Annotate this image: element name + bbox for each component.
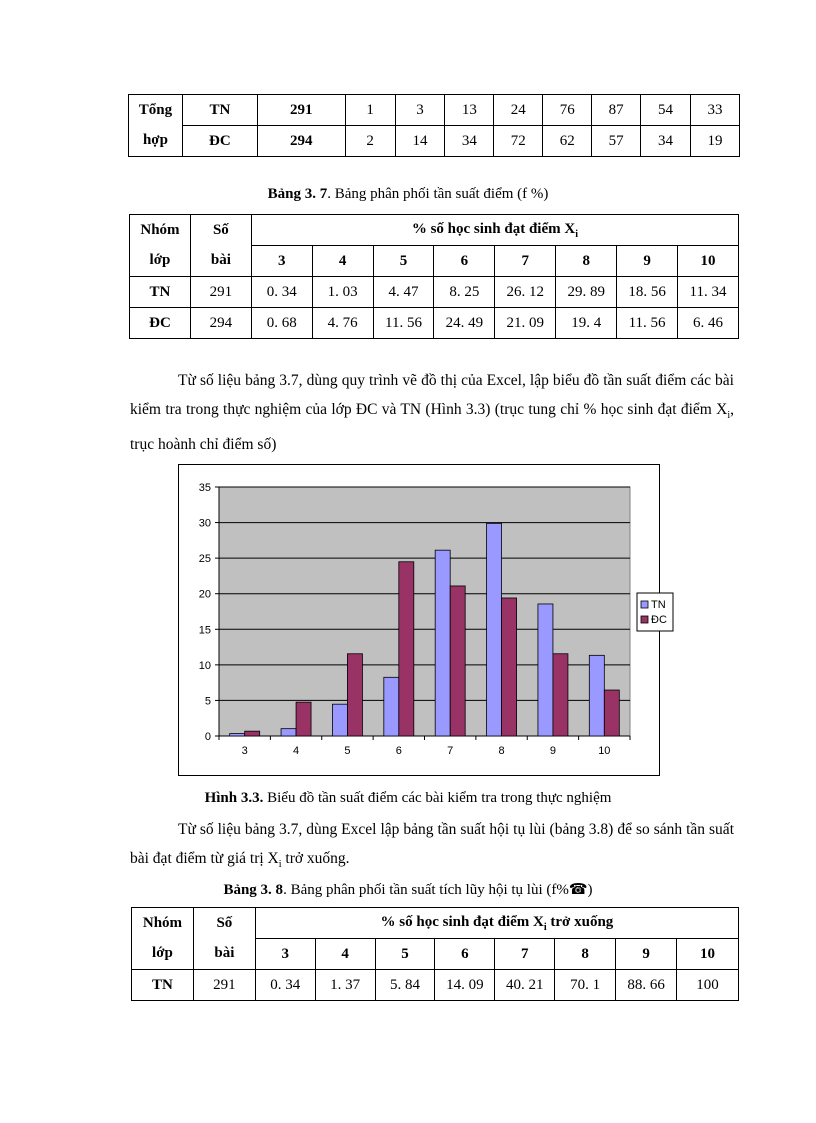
header-main: % số học sinh đạt điểm $X_i$ bbox=[251, 215, 738, 246]
table-row bbox=[129, 126, 740, 157]
score-header: 4 bbox=[315, 939, 375, 970]
x-tick-label: 5 bbox=[344, 745, 351, 757]
x-tick-label: 4 bbox=[293, 745, 300, 757]
x-tick-label: 3 bbox=[241, 745, 248, 757]
table-row bbox=[130, 277, 739, 308]
x-tick-label: 7 bbox=[447, 745, 454, 757]
header-group: Nhóm bbox=[130, 215, 191, 246]
score-header: 9 bbox=[616, 939, 677, 970]
score-header: 10 bbox=[678, 246, 739, 277]
score-header: 5 bbox=[375, 939, 435, 970]
value-cell: 54 bbox=[641, 95, 691, 126]
paragraph-2: Từ số liệu bảng 3.7, dùng Excel lập bảng tần suất hội tụ lùi (bảng 3.8) để so sánh tần suất bài đạt điểm từ giá trị $X_i$ trở xuống. bbox=[130, 821, 734, 871]
class-cell: TN bbox=[182, 95, 257, 126]
table-3-8 bbox=[131, 907, 739, 1001]
legend-label: TN bbox=[651, 599, 666, 611]
count-cell: 291 bbox=[193, 970, 255, 1001]
total-cell: 294 bbox=[257, 126, 345, 157]
value-cell: 70. 1 bbox=[555, 970, 616, 1001]
class-cell: TN bbox=[132, 970, 194, 1001]
value-cell: 24 bbox=[494, 95, 543, 126]
bar-tn bbox=[384, 677, 399, 736]
table-header-row bbox=[132, 908, 739, 939]
table-header-row bbox=[132, 939, 739, 970]
x-tick-label: 8 bbox=[498, 745, 505, 757]
figure-caption: Hình 3.3. Biểu đồ tần suất điểm các bài kiểm tra trong thực nghiệm bbox=[204, 790, 612, 806]
count-cell: 294 bbox=[190, 308, 251, 339]
bar-đc bbox=[399, 562, 414, 736]
summary-table bbox=[128, 94, 740, 157]
value-cell: 14 bbox=[395, 126, 445, 157]
value-cell: 40. 21 bbox=[495, 970, 555, 1001]
score-header: 8 bbox=[556, 246, 617, 277]
group-label: Tổng bbox=[129, 95, 183, 126]
table-row bbox=[132, 970, 739, 1001]
value-cell: 4. 76 bbox=[312, 308, 373, 339]
bar-đc bbox=[450, 586, 465, 736]
header-main: % số học sinh đạt điểm $X_i$ trở xuống bbox=[255, 908, 738, 939]
y-tick-label: 15 bbox=[198, 624, 211, 637]
bar-tn bbox=[487, 523, 502, 736]
table-header-row bbox=[130, 215, 739, 246]
value-cell: 19 bbox=[690, 126, 739, 157]
frequency-chart bbox=[178, 464, 667, 776]
bar-đc bbox=[296, 702, 311, 736]
value-cell: 26. 12 bbox=[495, 277, 556, 308]
value-cell: 1. 37 bbox=[315, 970, 375, 1001]
score-header: 6 bbox=[434, 246, 495, 277]
value-cell: 0. 68 bbox=[251, 308, 312, 339]
table-header-row bbox=[130, 246, 739, 277]
total-cell: 291 bbox=[257, 95, 345, 126]
value-cell: 13 bbox=[445, 95, 494, 126]
value-cell: 5. 84 bbox=[375, 970, 435, 1001]
header-count: Số bbox=[193, 908, 255, 939]
bar-tn bbox=[589, 655, 604, 736]
header-count: bài bbox=[190, 246, 251, 277]
bar-tn bbox=[538, 604, 553, 736]
value-cell: 62 bbox=[543, 126, 592, 157]
score-header: 7 bbox=[495, 939, 555, 970]
y-tick-label: 10 bbox=[198, 659, 211, 672]
value-cell: 6. 46 bbox=[678, 308, 739, 339]
value-cell: 11. 56 bbox=[617, 308, 678, 339]
header-group: lớp bbox=[130, 246, 191, 277]
value-cell: 18. 56 bbox=[617, 277, 678, 308]
score-header: 6 bbox=[435, 939, 495, 970]
value-cell: 100 bbox=[677, 970, 739, 1001]
score-header: 5 bbox=[373, 246, 434, 277]
bar-tn bbox=[230, 734, 245, 736]
score-header: 7 bbox=[495, 246, 556, 277]
table-3-7 bbox=[129, 214, 739, 339]
legend-label: ĐC bbox=[651, 614, 667, 626]
bar-tn bbox=[435, 550, 450, 736]
x-tick-label: 9 bbox=[549, 745, 556, 757]
bar-đc bbox=[502, 598, 517, 736]
class-cell: ĐC bbox=[182, 126, 257, 157]
value-cell: 11. 34 bbox=[678, 277, 739, 308]
class-cell: TN bbox=[130, 277, 191, 308]
value-cell: 14. 09 bbox=[435, 970, 495, 1001]
value-cell: 2 bbox=[345, 126, 395, 157]
value-cell: 0. 34 bbox=[251, 277, 312, 308]
value-cell: 34 bbox=[445, 126, 494, 157]
value-cell: 21. 09 bbox=[495, 308, 556, 339]
value-cell: 29. 89 bbox=[556, 277, 617, 308]
count-cell: 291 bbox=[190, 277, 251, 308]
value-cell: 76 bbox=[543, 95, 592, 126]
score-header: 8 bbox=[555, 939, 616, 970]
plot-area bbox=[219, 487, 630, 736]
value-cell: 33 bbox=[690, 95, 739, 126]
legend-swatch-0 bbox=[641, 601, 648, 608]
telephone-icon: ☎ bbox=[568, 880, 588, 898]
value-cell: 1 bbox=[345, 95, 395, 126]
bar-đc bbox=[604, 690, 619, 736]
paragraph-1: Từ số liệu bảng 3.7, dùng quy trình vẽ đồ thị của Excel, lập biểu đồ tần suất điểm các bài kiểm tra trong thực nghiệm của lớp ĐC và TN (Hình 3.3) (trục tung chỉ % học sinh đạt điểm $X_i$, trục hoành chỉ điểm số) bbox=[130, 372, 734, 454]
value-cell: 57 bbox=[592, 126, 641, 157]
value-cell: 34 bbox=[641, 126, 691, 157]
value-cell: 72 bbox=[494, 126, 543, 157]
y-tick-label: 30 bbox=[198, 517, 211, 530]
bar-đc bbox=[245, 731, 260, 736]
chart-svg bbox=[179, 465, 667, 775]
table38-caption: Bảng 3. 8. Bảng phân phối tần suất tích lũy hội tụ lùi (f%☎) bbox=[223, 880, 593, 898]
x-tick-label: 10 bbox=[598, 745, 611, 757]
class-cell: ĐC bbox=[130, 308, 191, 339]
value-cell: 19. 4 bbox=[556, 308, 617, 339]
header-group: Nhóm bbox=[132, 908, 194, 939]
value-cell: 1. 03 bbox=[312, 277, 373, 308]
value-cell: 0. 34 bbox=[255, 970, 315, 1001]
legend-swatch-1 bbox=[641, 616, 648, 623]
bar-tn bbox=[281, 729, 296, 736]
table-row bbox=[129, 95, 740, 126]
value-cell: 24. 49 bbox=[434, 308, 495, 339]
bar-tn bbox=[332, 704, 347, 736]
y-tick-label: 5 bbox=[204, 695, 211, 708]
bar-đc bbox=[553, 654, 568, 736]
score-header: 4 bbox=[312, 246, 373, 277]
value-cell: 3 bbox=[395, 95, 445, 126]
x-tick-label: 6 bbox=[395, 745, 402, 757]
score-header: 3 bbox=[255, 939, 315, 970]
score-header: 10 bbox=[677, 939, 739, 970]
value-cell: 11. 56 bbox=[373, 308, 434, 339]
value-cell: 4. 47 bbox=[373, 277, 434, 308]
table-row bbox=[130, 308, 739, 339]
header-count: bài bbox=[193, 939, 255, 970]
y-tick-label: 35 bbox=[198, 482, 211, 494]
score-header: 3 bbox=[251, 246, 312, 277]
y-tick-label: 25 bbox=[198, 553, 211, 566]
bar-đc bbox=[347, 654, 362, 736]
y-tick-label: 20 bbox=[198, 588, 211, 601]
value-cell: 88. 66 bbox=[616, 970, 677, 1001]
value-cell: 8. 25 bbox=[434, 277, 495, 308]
group-label: hợp bbox=[129, 126, 183, 157]
y-tick-label: 0 bbox=[204, 731, 211, 743]
header-group: lớp bbox=[132, 939, 194, 970]
table37-caption: Bảng 3. 7. Bảng phân phối tần suất điểm (f %) bbox=[267, 186, 549, 202]
header-count: Số bbox=[190, 215, 251, 246]
value-cell: 87 bbox=[592, 95, 641, 126]
score-header: 9 bbox=[617, 246, 678, 277]
